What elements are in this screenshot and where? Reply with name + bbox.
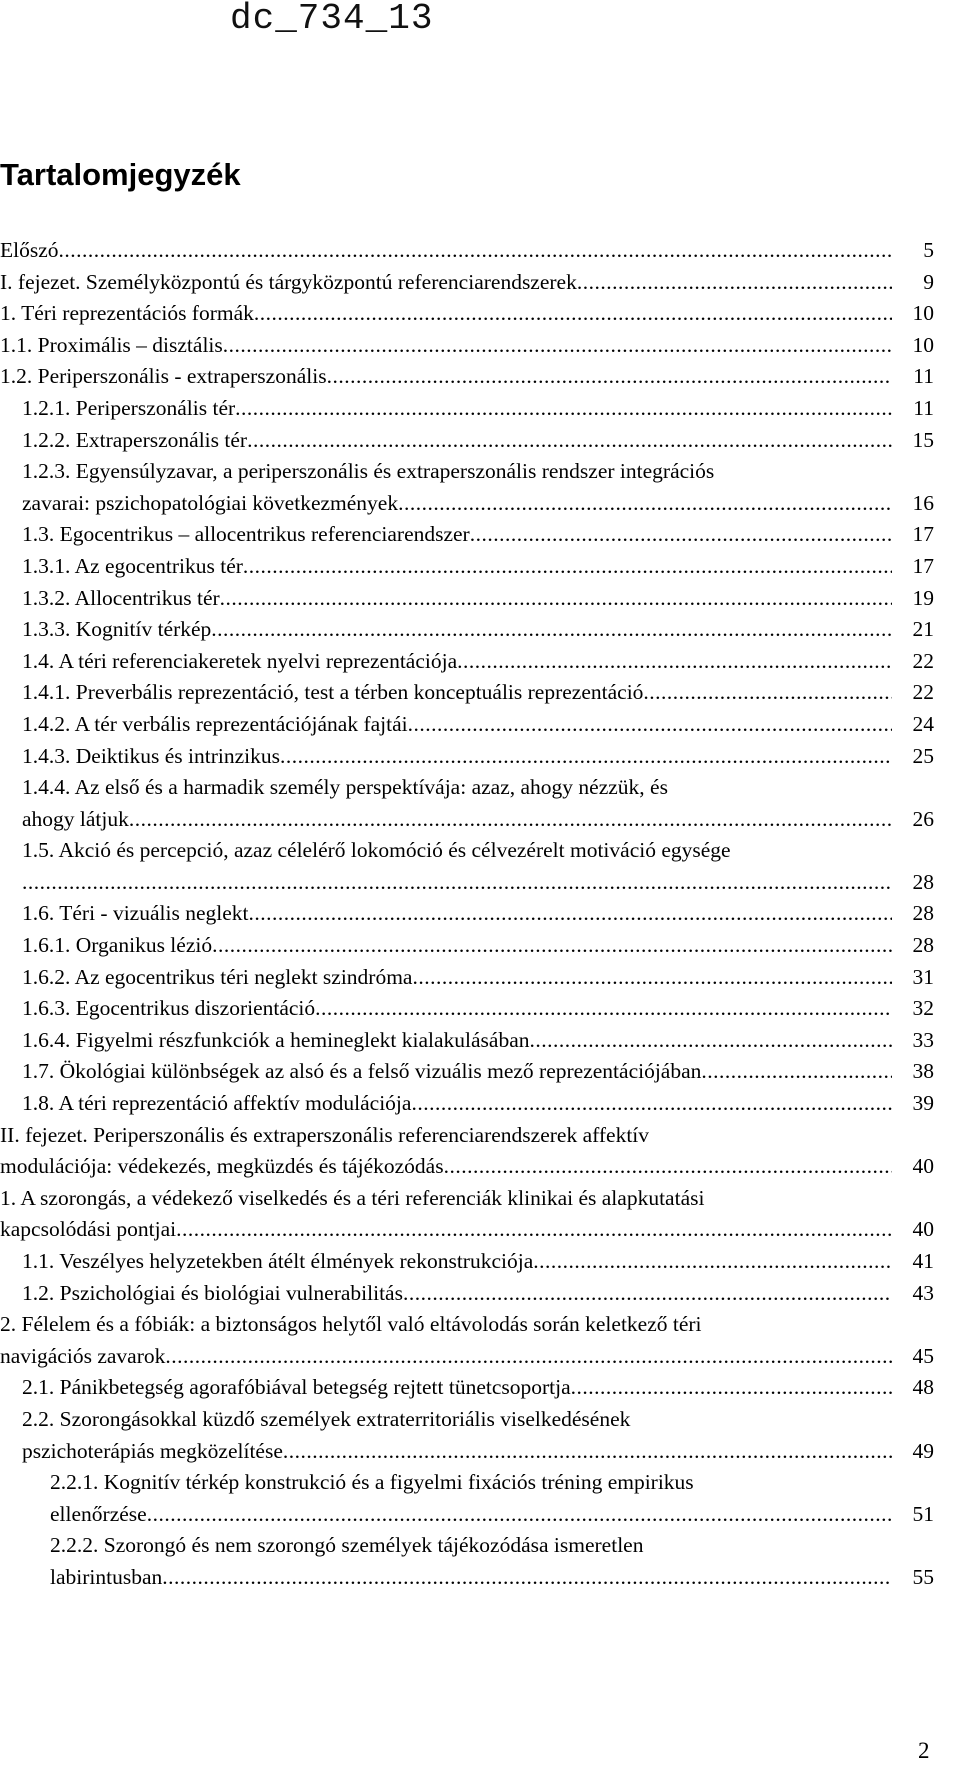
- toc-entry-title: 1.4.4. Az első és a harmadik személy perspektívája: azaz, ahogy nézzük, és: [22, 775, 668, 800]
- toc-entry-title-continued: navigációs zavarok .....: [0, 1341, 892, 1373]
- toc-entry-page: 40: [910, 1151, 935, 1183]
- toc-entry[interactable]: [0, 1120, 934, 1183]
- page-number: 2: [918, 1738, 930, 1763]
- toc-entry[interactable]: [0, 1372, 934, 1404]
- toc-entry-page: 28: [910, 898, 935, 930]
- toc-entry[interactable]: [0, 1183, 934, 1246]
- toc-entry[interactable]: [0, 519, 934, 551]
- toc-entry-page: 51: [910, 1499, 935, 1531]
- toc-entry[interactable]: [0, 1246, 934, 1278]
- toc-entry-page: 45: [910, 1341, 935, 1373]
- document-id: dc_734_13: [230, 0, 434, 39]
- toc-entry-page: 17: [910, 551, 935, 583]
- toc-entry-title: 1.2. Periperszonális - extraperszonális .....: [0, 361, 892, 393]
- toc-entry-title: 1.7. Ökológiai különbségek az alsó és a felső vizuális mező reprezentációjában .....: [22, 1056, 892, 1088]
- toc-entry-page: 11: [910, 361, 934, 393]
- toc-entry[interactable]: [0, 1088, 934, 1120]
- toc-entry-page: 48: [910, 1372, 935, 1404]
- toc-entry-title-continued: ellenőrzése .....: [50, 1499, 892, 1531]
- toc-entry[interactable]: [0, 677, 934, 709]
- toc-entry-title: 1.2. Pszichológiai és biológiai vulnerabilitás .....: [22, 1278, 892, 1310]
- toc-entry-title: 1.5. Akció és percepció, azaz célelérő lokomóció és célvezérelt motiváció egysége: [22, 838, 731, 863]
- toc-entry[interactable]: [0, 898, 934, 930]
- toc-entry-page: 38: [910, 1056, 935, 1088]
- toc-entry-title: 1.2.1. Periperszonális tér .....: [22, 393, 892, 425]
- toc-entry[interactable]: [0, 741, 934, 773]
- toc-entry-page: 25: [910, 741, 935, 773]
- toc-entry-title: 1.6.1. Organikus lézió .....: [22, 930, 892, 962]
- toc-entry[interactable]: [0, 1056, 934, 1088]
- toc-entry-page: 10: [910, 330, 935, 362]
- toc-entry[interactable]: [0, 1530, 934, 1593]
- toc-entry-title: 2.2. Szorongásokkal küzdő személyek extraterritoriális viselkedésének: [22, 1406, 631, 1431]
- toc-entry-title: 1.3. Egocentrikus – allocentrikus referenciarendszer .....: [22, 519, 892, 551]
- toc-entry-title: 1.3.2. Allocentrikus tér .....: [22, 583, 892, 615]
- toc-entry-title-continued: modulációja: védekezés, megküzdés és tájékozódás .....: [0, 1151, 892, 1183]
- toc-entry-page: 22: [910, 646, 935, 678]
- toc-entry[interactable]: [0, 772, 934, 835]
- toc-entry-title: 1.4.2. A tér verbális reprezentációjának fajtái .....: [22, 709, 892, 741]
- toc-entry-title: 1.1. Proximális – disztális .....: [0, 330, 892, 362]
- toc-entry[interactable]: [0, 1467, 934, 1530]
- toc-entry-title: 2. Félelem és a fóbiák: a biztonságos helytől való eltávolodás során keletkező téri: [0, 1312, 702, 1337]
- toc-entry-title: 1.4.1. Preverbális reprezentáció, test a térben konceptuális reprezentáció .....: [22, 677, 892, 709]
- toc-entry-title: Előszó .....: [0, 235, 892, 267]
- toc-entry-page: 17: [910, 519, 935, 551]
- toc-entry-page: 16: [910, 488, 935, 520]
- toc-entry-title: 1. Téri reprezentációs formák .....: [0, 298, 892, 330]
- toc-entry-title: 1. A szorongás, a védekező viselkedés és a téri referenciák klinikai és alapkutatási: [0, 1185, 705, 1210]
- toc-entry[interactable]: [0, 425, 934, 457]
- toc-entry[interactable]: [0, 930, 934, 962]
- toc-entry[interactable]: [0, 583, 934, 615]
- toc-entry-page: 19: [910, 583, 935, 615]
- toc-entry-page: 24: [910, 709, 935, 741]
- toc-entry[interactable]: [0, 361, 934, 393]
- toc-entry-title: I. fejezet. Személyközpontú és tárgyközpontú referenciarendszerek .....: [0, 267, 892, 299]
- toc-entry-title: 1.4.3. Deiktikus és intrinzikus .....: [22, 741, 892, 773]
- toc-entry-title: 1.2.3. Egyensúlyzavar, a periperszonális és extraperszonális rendszer integrációs: [22, 459, 715, 484]
- toc-entry-title: 1.2.2. Extraperszonális tér .....: [22, 425, 892, 457]
- toc-entry[interactable]: [0, 835, 934, 898]
- toc-entry[interactable]: [0, 1309, 934, 1372]
- toc-entry-title: 2.1. Pánikbetegség agorafóbiával betegség rejtett tünetcsoportja .....: [22, 1372, 892, 1404]
- toc-entry[interactable]: [0, 456, 934, 519]
- toc-entry-page: 33: [910, 1025, 935, 1057]
- toc-entry-title-continued: [22, 867, 892, 899]
- toc-entry-page: 28: [910, 867, 935, 899]
- toc-entry-title-continued: kapcsolódási pontjai .....: [0, 1214, 892, 1246]
- toc-entry-page: 32: [910, 993, 935, 1025]
- toc-entry[interactable]: [0, 1404, 934, 1467]
- toc-entry-title: 1.6.2. Az egocentrikus téri neglekt szindróma .....: [22, 962, 892, 994]
- toc-entry[interactable]: [0, 993, 934, 1025]
- toc-entry-page: 31: [910, 962, 935, 994]
- toc-entry[interactable]: [0, 709, 934, 741]
- toc-entry-title: 1.6.4. Figyelmi részfunkciók a hemineglekt kialakulásában .....: [22, 1025, 892, 1057]
- toc-heading: Tartalomjegyzék: [0, 157, 241, 192]
- toc-entry[interactable]: [0, 962, 934, 994]
- toc-entry-page: 41: [910, 1246, 935, 1278]
- toc-entry[interactable]: [0, 1278, 934, 1310]
- toc-entry-title: 1.3.1. Az egocentrikus tér .....: [22, 551, 892, 583]
- toc-entry-title: 2.2.2. Szorongó és nem szorongó személyek tájékozódása ismeretlen: [50, 1533, 644, 1558]
- toc-entry-page: 28: [910, 930, 935, 962]
- toc-entry-title-continued: pszichoterápiás megközelítése .....: [22, 1436, 892, 1468]
- toc-entry-page: 43: [910, 1278, 935, 1310]
- toc-entry[interactable]: [0, 298, 934, 330]
- toc-entry[interactable]: [0, 267, 934, 299]
- toc-entry-page: 39: [910, 1088, 935, 1120]
- toc-entry-page: 21: [910, 614, 935, 646]
- toc-entry-title-continued: zavarai: pszichopatológiai következmények .....: [22, 488, 892, 520]
- toc-entry-title: 2.2.1. Kognitív térkép konstrukció és a figyelmi fixációs tréning empirikus: [50, 1470, 694, 1495]
- toc-entry-page: 15: [910, 425, 935, 457]
- toc-entry-title: 1.1. Veszélyes helyzetekben átélt élmények rekonstrukciója .....: [22, 1246, 892, 1278]
- toc-entry-page: 9: [920, 267, 934, 299]
- toc-entry[interactable]: [0, 330, 934, 362]
- toc-entry-page: 11: [910, 393, 934, 425]
- toc-entry-title: 1.8. A téri reprezentáció affektív modulációja .....: [22, 1088, 892, 1120]
- toc-entry-page: 55: [910, 1562, 935, 1594]
- toc-entry[interactable]: [0, 393, 934, 425]
- toc-entry-title: 1.6.3. Egocentrikus diszorientáció .....: [22, 993, 892, 1025]
- toc-entry-page: 22: [910, 677, 935, 709]
- table-of-contents: [0, 235, 934, 1594]
- toc-entry-page: 10: [910, 298, 935, 330]
- toc-entry[interactable]: [0, 646, 934, 678]
- toc-entry-page: 40: [910, 1214, 935, 1246]
- toc-entry-title: II. fejezet. Periperszonális és extraperszonális referenciarendszerek affektív: [0, 1122, 650, 1147]
- toc-entry-page: 26: [910, 804, 935, 836]
- toc-entry[interactable]: [0, 614, 934, 646]
- toc-entry-title-continued: ahogy látjuk .....: [22, 804, 892, 836]
- toc-entry-title: 1.3.3. Kognitív térkép .....: [22, 614, 892, 646]
- toc-entry-page: 5: [920, 235, 934, 267]
- toc-entry-title: 1.6. Téri - vizuális neglekt .....: [22, 898, 892, 930]
- toc-entry[interactable]: [0, 235, 934, 267]
- toc-entry-page: 49: [910, 1436, 935, 1468]
- toc-entry[interactable]: [0, 1025, 934, 1057]
- toc-entry-title: 1.4. A téri referenciakeretek nyelvi reprezentációja .....: [22, 646, 892, 678]
- toc-entry-title-continued: labirintusban .....: [50, 1562, 892, 1594]
- toc-entry[interactable]: [0, 551, 934, 583]
